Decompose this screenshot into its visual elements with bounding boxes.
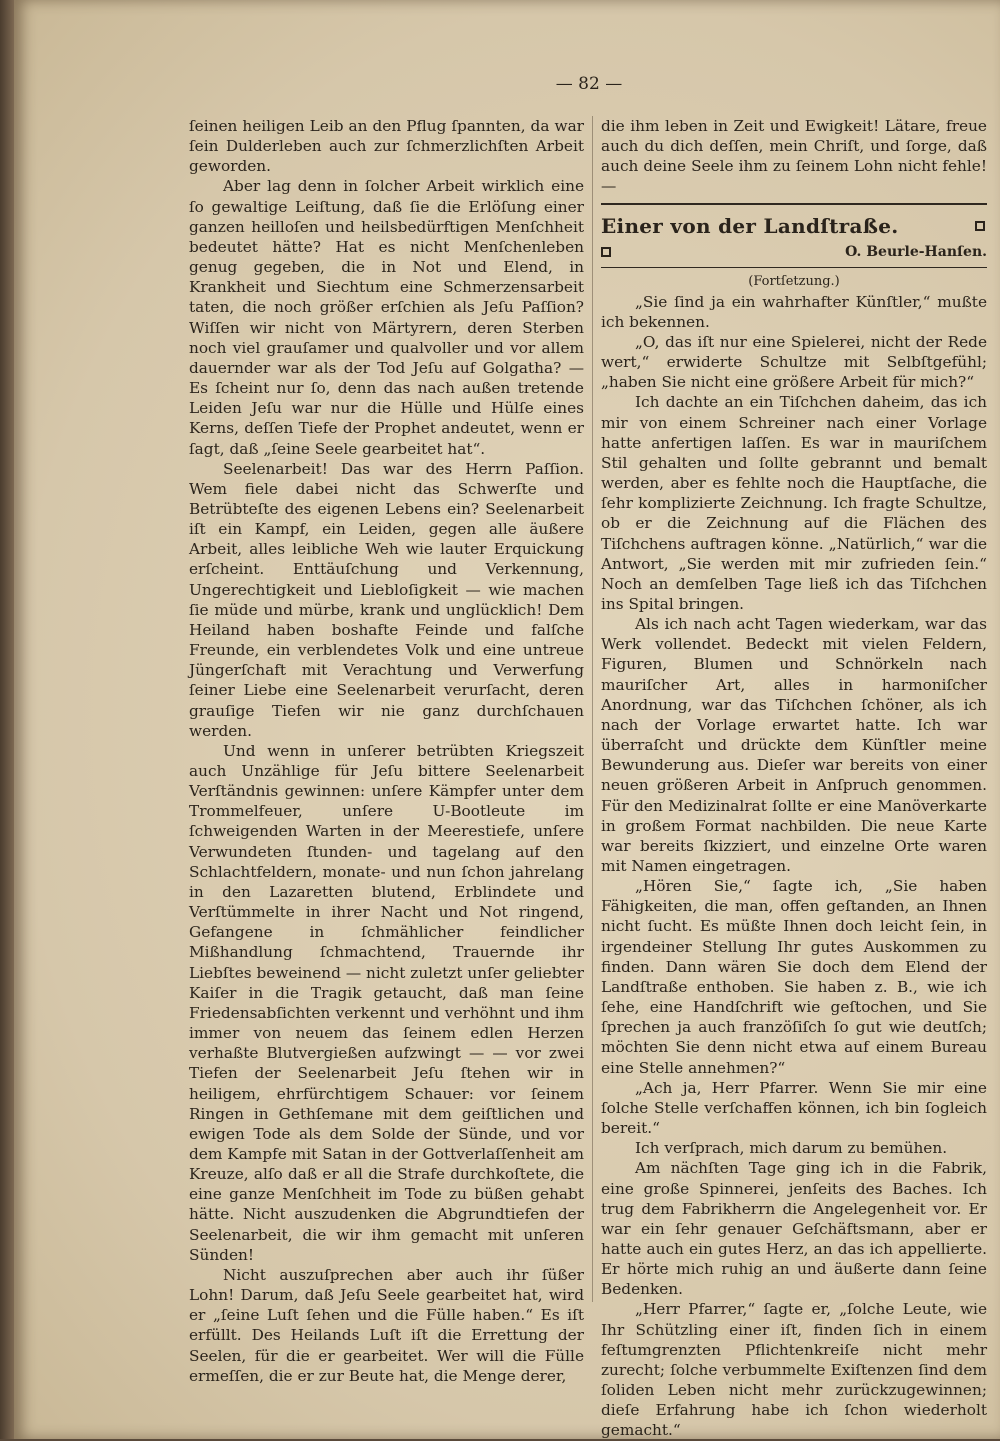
paragraph: „Hören Sie,“ ſagte ich, „Sie haben Fähigkeiten, die man, offen geſtanden, an Ihnen nicht ſucht. Es müßte Ihnen doch leicht ſein, in irgendeiner Stellung Ihr gutes Auskommen zu finden. Dann wären Sie doch dem Elend der Landſtraße enthoben. Sie haben z. B., wie ich ſehe, eine Handſchrift wie geſtochen, und Sie ſprechen ja auch franzöſiſch ſo gut wie deutſch; möchten Sie denn nicht etwa auf einem Bureau eine Stelle annehmen?“ xyxy=(601,877,987,1077)
story-title: Einer von der Landſtraße. xyxy=(601,213,899,238)
section-rule xyxy=(601,267,987,268)
continuation-note: (Fortſetzung.) xyxy=(748,273,840,289)
paragraph: „Sie ſind ja ein wahrhafter Künſtler,“ mußte ich bekennen. xyxy=(601,292,987,331)
story-author: O. Beurle-Hanſen. xyxy=(845,243,987,260)
square-ornament-icon xyxy=(975,221,985,231)
paragraph: Nicht auszuſprechen aber auch ihr ſüßer Lohn! Darum, daß Jeſu Seele gearbeitet hat, wird er „ſeine Luſt ſehen und die Fülle haben.“ Es iſt erfüllt. Des Heilands Luſt iſt die Errettung der Seelen, für die er gearbeitet. Wer will die Fülle ermeſſen, die er zur Beute hat, die Menge derer, xyxy=(189,1265,584,1385)
paragraph: ſeinen heiligen Leib an den Pflug ſpannten, da war ſein Dulderleben auch zur ſchmerzlichſten Arbeit geworden. xyxy=(189,117,584,176)
paragraph: Ich verſprach, mich darum zu bemühen. xyxy=(635,1139,948,1158)
paragraph: „Ach ja, Herr Pfarrer. Wenn Sie mir eine ſolche Stelle verſchaffen können, ich bin ſogleich bereit.“ xyxy=(601,1078,987,1138)
paragraph: „Herr Pfarrer,“ ſagte er, „ſolche Leute, wie Ihr Schützling einer iſt, finden ſich in einem feſtumgrenzten Pflichtenkreiſe nicht mehr zurecht; ſolche verbummelte Exiſtenzen ſind dem ſoliden Leben nicht mehr zurückzugewinnen; dieſe Erfahrung habe ich ſchon wiederholt gemacht.“ xyxy=(601,1300,987,1440)
paragraph: Als ich nach acht Tagen wiederkam, war das Werk vollendet. Bedeckt mit vielen Feldern, Figuren, Blumen und Schnörkeln nach mauriſcher Art, alles in harmoniſcher Anordnung, war das Tiſchchen ſchöner, als ich nach der Vorlage erwartet hatte. Ich war überraſcht und drückte dem Künſtler meine Bewunderung aus. Dieſer war bereits von einer neuen größeren Arbeit in Anſpruch genommen. Für den Medizinalrat ſollte er eine Manöverkarte in großem Format nachbilden. Die neue Karte war bereits ſkizziert, und einzelne Orte waren mit Namen eingetragen. xyxy=(601,615,987,875)
paragraph: Aber lag denn in ſolcher Arbeit wirklich eine ſo gewaltige Leiſtung, daß ſie die Erlöſung einer ganzen heilloſen und heilsbedürftigen Menſchheit bedeutet hätte? Hat es nicht Menſchenleben genug gegeben, die in Not und Elend, in Krankheit und Siechtum eine Schmerzensarbeit taten, die noch größer erſchien als Jeſu Paſſion? Wiſſen wir nicht von Märtyrern, deren Sterben noch viel grauſamer und qualvoller und vor allem dauernder war als der Tod Jeſu auf Golgatha? — Es ſcheint nur ſo, denn das nach außen tretende Leiden Jeſu war nur die Hülle und Hülſe eines Kerns, deſſen Tiefe der Prophet andeutet, wenn er ſagt, daß „ſeine Seele gearbeitet hat“. xyxy=(189,177,584,458)
story-byline-row xyxy=(601,241,987,263)
paragraph: Am nächſten Tage ging ich in die Fabrik, eine große Spinnerei, jenſeits des Baches. Ich trug dem Fabrikherrn die Angelegenheit vor. Er war ein ſehr genauer Geſchäftsmann, aber er hatte auch ein gutes Herz, an das ich appellierte. Er hörte mich ruhig an und äußerte dann ſeine Bedenken. xyxy=(601,1159,987,1299)
paragraph: die ihm leben in Zeit und Ewigkeit! Lätare, freue auch du dich deſſen, mein Chriſt, und ſorge, daß auch deine Seele ihm zu ſeinem Lohn nicht fehle! — xyxy=(601,117,987,196)
right-column xyxy=(601,116,987,1441)
story-title-row xyxy=(601,211,987,241)
book-page xyxy=(14,0,1000,1439)
column-divider xyxy=(592,116,593,1302)
page-number: — 82 — xyxy=(555,74,623,94)
section-rule xyxy=(601,203,987,205)
square-ornament-icon xyxy=(601,247,611,257)
paragraph: Seelenarbeit! Das war des Herrn Paſſion. Wem fiele dabei nicht das Schwerſte und Betrübteſte des eigenen Lebens ein? Seelenarbeit iſt ein Kampf, ein Leiden, gegen alle äußere Arbeit, alles leibliche Weh wie lauter Erquickung erſcheint. Enttäuſchung und Verkennung, Ungerechtigkeit und Liebloſigkeit — wie machen ſie müde und mürbe, krank und unglücklich! Dem Heiland haben boshafte Feinde und falſche Freunde, ein verblendetes Volk und eine untreue Jüngerſchaft mit Verachtung und Verwerfung ſeiner Liebe eine Seelenarbeit verurſacht, deren grauſige Tiefen wir nie ganz durchſchauen werden. xyxy=(189,459,584,740)
paragraph: Und wenn in unſerer betrübten Kriegszeit auch Unzählige für Jeſu bittere Seelenarbeit Verſtändnis gewinnen: unſere Kämpfer unter dem Trommelfeuer, unſere U-Bootleute im ſchweigenden Warten in der Meerestiefe, unſere Verwundeten ſtunden- und tagelang auf den Schlachtfeldern, monate- und nun ſchon jahrelang in den Lazaretten blutend, Erblindete und Verſtümmelte in ihrer Nacht und Not ringend, Gefangene in ſchmählicher feindlicher Mißhandlung ſchmachtend, Trauernde ihr Liebſtes beweinend — nicht zuletzt unſer geliebter Kaiſer in die Tragik getaucht, daß man ſeine Friedensabſichten verkennt und verhöhnt und ihm immer von neuem das ſeinem edlen Herzen verhaßte Blutvergießen aufzwingt — — vor zwei Tiefen der Seelenarbeit Jeſu ſtehen wir in heiligem, ehrfürchtigem Schauer: vor ſeinem Ringen in Gethſemane mit dem geiſtlichen und ewigen Tode als dem Solde der Sünde, und vor dem Kampfe mit Satan in der Gottverlaſſenheit am Kreuze, alſo daß er all die Strafe durchkoſtete, die eine ganze Menſchheit im Tode zu büßen gehabt hätte. Nicht auszudenken die Abgrundtiefen der Seelenarbeit, die wir ihm gemacht mit unſeren Sünden! xyxy=(189,741,584,1264)
left-column xyxy=(189,116,584,1386)
paragraph: „O, das iſt nur eine Spielerei, nicht der Rede wert,“ erwiderte Schultze mit Selbſtgefühl; „haben Sie nicht eine größere Arbeit für mich?“ xyxy=(601,332,987,392)
paragraph: Ich dachte an ein Tiſchchen daheim, das ich mir von einem Schreiner nach einer Vorlage hatte anfertigen laſſen. Es war in mauriſchem Stil gehalten und ſollte gebrannt und bemalt werden, aber es fehlte noch die Hauptſache, die ſehr komplizierte Zeichnung. Ich fragte Schultze, ob er die Zeichnung auf die Flächen des Tiſchchens auftragen könne. „Natürlich,“ war die Antwort, „Sie werden mit mir zufrieden ſein.“ Noch an demſelben Tage ließ ich das Tiſchchen ins Spital bringen. xyxy=(601,393,987,613)
